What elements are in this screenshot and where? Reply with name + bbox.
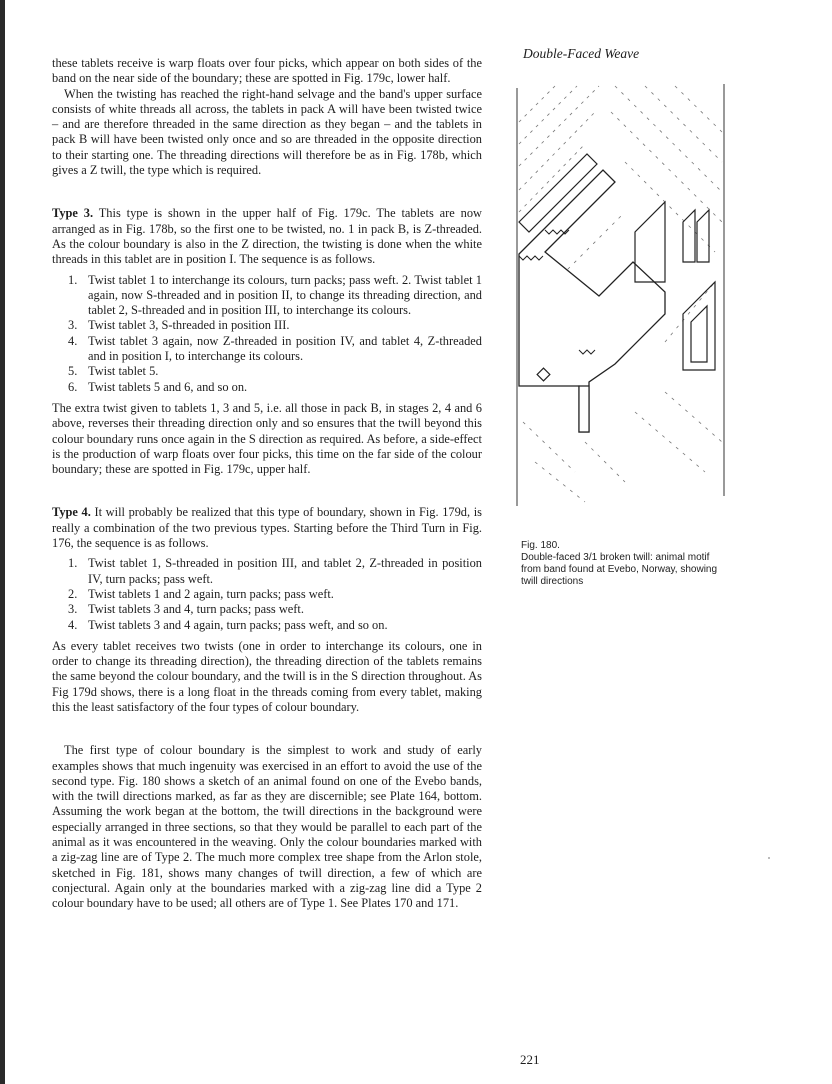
list-item: 4. Twist tablets 3 and 4 again, turn packs; pass weft, and so on. <box>68 617 388 632</box>
type4-intro-paragraph <box>52 505 482 551</box>
list-item: 6. Twist tablets 5 and 6, and so on. <box>68 379 248 394</box>
type4-steps-list <box>52 556 482 632</box>
page-edge-shadow <box>0 0 5 1084</box>
main-text-column <box>52 56 482 912</box>
list-item: 3. Twist tablet 3, S-threaded in position III. <box>68 318 290 333</box>
caption-label: Fig. 180. <box>521 540 560 551</box>
type4-intro: It will probably be realized that this type of boundary, shown in Fig. 179d, is really a combination of the two previous types. Starting before the Third Turn in Fig. 176, the sequence is as follows. <box>52 505 482 551</box>
page-number: 221 <box>520 1052 540 1067</box>
paragraph-continuation: these tablets receive is warp floats over four picks, which appear on both sides of the band on the near side of the boundary; these are spotted in Fig. 179c, lower half. <box>52 56 482 86</box>
list-item: 2. Twist tablets 1 and 2 again, turn packs; pass weft. <box>68 586 334 601</box>
type3-intro: This type is shown in the upper half of Fig. 179c. The tablets are now arranged as in Fig. 178b, so the first one to be twisted, no. 1 in pack B, is Z-threaded. As the colour boundary is also in the Z direction, the twisting is done when the white threads in this tablet are in position I. The sequence is as follows. <box>52 206 483 267</box>
type3-heading: Type 3. <box>52 206 94 221</box>
animal-motif-illustration <box>515 82 727 506</box>
paragraph-threading: When the twisting has reached the right-hand selvage and the band's upper surface consists of white threads all across, the tablets in pack A will have been twisted twice – and are therefore threaded in the same direction as they began – and the tablets in pack B will have been twisted only once and so are threaded in the opposite direction to their starting one. The threading directions will therefore be as in Fig. 178b, which gives a Z twill, the type which is required. <box>52 86 482 178</box>
type4-heading: Type 4. <box>52 505 91 520</box>
type3-intro-paragraph <box>52 206 482 267</box>
paragraph-boundary-types: The first type of colour boundary is the simplest to work and study of early examples shows that much ingenuity was exercised in an effort to avoid the use of the second type. Fig. 180 shows a sketch of an animal found on one of the Evebo bands, with the twill directions marked, as far as they are discernible; see Plate 164, bottom. Assuming the work began at the bottom, the twill directions in the background were especially arranged in three sections, so that they would be parallel to each part of the animal as it was encountered in the weaving. Only the colour boundaries marked with a zig-zag line are of Type 2. The much more complex tree shape from the Arlon stole, sketched in Fig. 181, shows many changes of twill direction, a few of which are conjectural. Again only at the boundaries marked with a zig-zag line did a Type 2 colour boundary have to be used; all others are of Type 1. See Plates 170 and 171. <box>52 743 482 911</box>
figure-animal-motif <box>515 82 727 506</box>
list-item: 1. Twist tablet 1, S-threaded in position III, and tablet 2, Z-threaded in position IV, turn packs; pass weft. <box>68 556 482 586</box>
caption-text: Double-faced 3/1 broken twill: animal motif from band found at Evebo, Norway, showing twill directions <box>521 552 718 587</box>
scan-speck <box>768 857 770 859</box>
list-item: 3. Twist tablets 3 and 4, turn packs; pass weft. <box>68 602 304 617</box>
list-item: 1. Twist tablet 1 to interchange its colours, turn packs; pass weft. 2. Twist tablet 1 again, now S-threaded and in position II, to change its threading direction, and tablet 2, S-threaded and in position III, to interchange its colours. <box>68 272 482 318</box>
type3-after: The extra twist given to tablets 1, 3 and 5, i.e. all those in pack B, in stages 2, 4 and 6 above, reverses their threading direction only and so ensures that the twill beyond this colour boundary runs once again in the S direction as required. As before, a side-effect is the production of warp floats over four picks, this time on the far side of the colour boundary; these are spotted in Fig. 179c, upper half. <box>52 400 482 477</box>
type4-after: As every tablet receives two twists (one in order to interchange its colours, one in order to change its threading direction), the threading direction of the tablets remains the same beyond the colour boundary, and the twill is in the S direction throughout. As Fig 179d shows, there is a long float in the threads coming from every tablet, making this the least satisfactory of the four types of colour boundary. <box>52 638 482 714</box>
running-head: Double-Faced Weave <box>523 46 640 61</box>
figure-caption <box>521 540 721 588</box>
type3-steps-list <box>52 273 482 395</box>
list-item: 5. Twist tablet 5. <box>68 364 159 379</box>
list-item: 4. Twist tablet 3 again, now Z-threaded in position IV, and tablet 4, Z-threaded and in position I, to interchange its colours. <box>68 333 482 364</box>
